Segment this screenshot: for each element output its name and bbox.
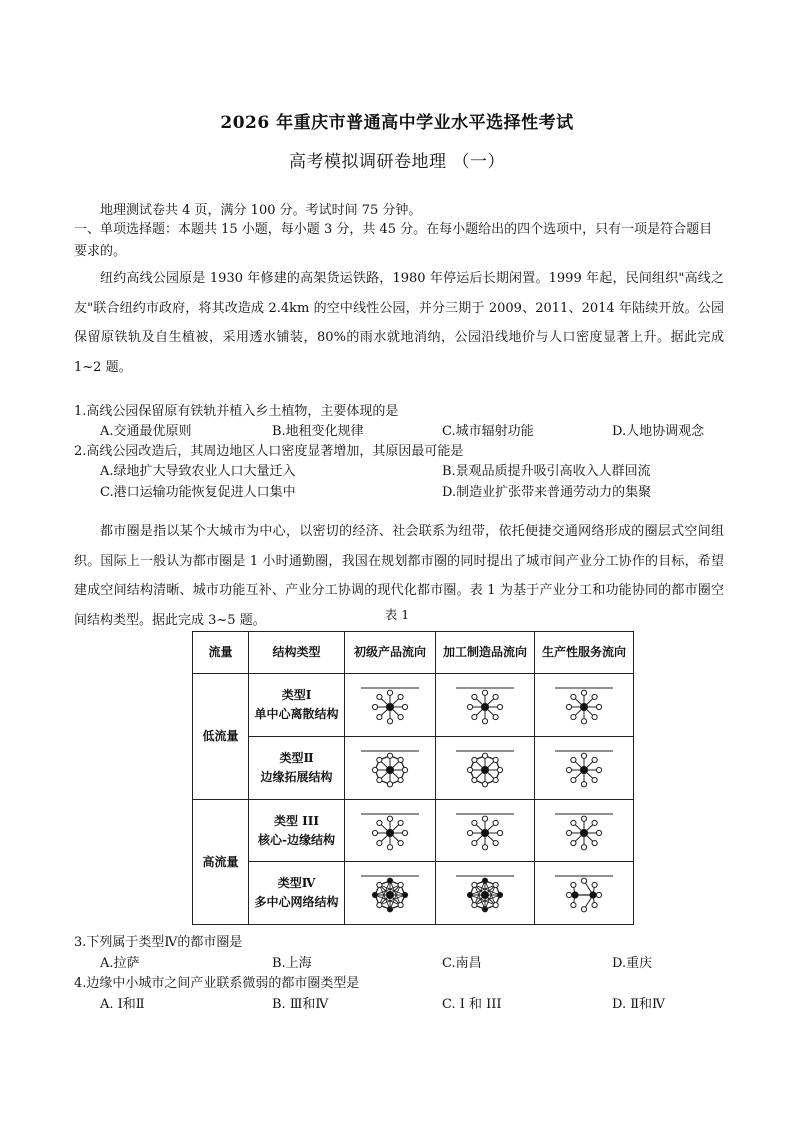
question-3-option-d[interactable]: D.重庆: [612, 956, 653, 971]
question-4-option-b[interactable]: B. Ⅲ和Ⅳ: [272, 997, 329, 1012]
network-diagram-icon: [359, 811, 421, 851]
diagram-cell: [345, 674, 436, 737]
question-3-stem: 3.下列属于类型Ⅳ的都市圈是: [74, 935, 243, 950]
diagram-cell: [436, 862, 535, 925]
network-diagram-icon: [454, 685, 516, 725]
diagram-cell: [345, 800, 436, 862]
passage-metro: 都市圈是指以某个大城市为中心，以密切的经济、社会联系为纽带，依托便捷交通网络形成的圈层式空间组织。国际上一般认为都市圈是 1 小时通勤圈，我国在规划都市圈的同时提出了城市间产业分工协作的目标，希望建成空间结构清晰、城市功能互补、产业分工协调的现代化都市圈。表 1 为基于产业分工和功能协同的都市圈空间结构类型。据此完成 3~5 题。: [74, 524, 724, 628]
table-header: 流量: [193, 632, 249, 674]
table-header: 生产性服务流向: [535, 632, 634, 674]
network-diagram-icon: [553, 748, 615, 788]
structure-type-cell: 类型Ⅱ 边缘拓展结构: [249, 737, 345, 800]
network-diagram-icon: [454, 873, 516, 913]
question-3-option-a[interactable]: A.拉萨: [100, 956, 140, 971]
diagram-cell: [535, 674, 634, 737]
structure-type-cell: 类型Ⅳ 多中心网络结构: [249, 862, 345, 925]
table-header: 结构类型: [249, 632, 345, 674]
question-2-option-b[interactable]: B.景观品质提升吸引高收入人群回流: [442, 464, 651, 479]
table-header: 加工制造品流向: [436, 632, 535, 674]
network-diagram-icon: [359, 748, 421, 788]
diagram-cell: [436, 737, 535, 800]
question-1-option-b[interactable]: B.地租变化规律: [272, 424, 364, 439]
question-2-stem: 2.高线公园改造后，其周边地区人口密度显著增加，其原因最可能是: [74, 444, 464, 459]
network-diagram-icon: [454, 811, 516, 851]
page-title: 2026 年重庆市普通高中学业水平选择性考试: [220, 113, 574, 133]
diagram-cell: [535, 800, 634, 862]
network-diagram-icon: [359, 685, 421, 725]
question-4-option-d[interactable]: D. Ⅱ和Ⅳ: [612, 997, 666, 1012]
intro-text: 地理测试卷共 4 页，满分 100 分。考试时间 75 分钟。: [100, 203, 422, 218]
question-4-option-c[interactable]: C. Ⅰ 和 III: [442, 997, 502, 1012]
network-diagram-icon: [454, 748, 516, 788]
diagram-cell: [345, 737, 436, 800]
question-3-option-b[interactable]: B.上海: [272, 956, 312, 971]
diagram-cell: [535, 862, 634, 925]
structure-type-cell: 类型Ⅰ 单中心离散结构: [249, 674, 345, 737]
structure-type-cell: 类型 III 核心-边缘结构: [249, 800, 345, 862]
flow-group-label: 低流量: [193, 674, 249, 800]
network-diagram-icon: [553, 873, 615, 913]
question-1-option-a[interactable]: A.交通最优原则: [100, 424, 192, 439]
table-caption: 表 1: [384, 607, 410, 622]
network-diagram-icon: [553, 685, 615, 725]
diagram-cell: [535, 737, 634, 800]
flow-group-label: 高流量: [193, 800, 249, 925]
diagram-cell: [436, 674, 535, 737]
question-1-stem: 1.高线公园保留原有铁轨并植入乡土植物，主要体现的是: [74, 404, 399, 419]
question-1-option-c[interactable]: C.城市辐射功能: [442, 424, 534, 439]
question-2-option-d[interactable]: D.制造业扩张带来普通劳动力的集聚: [442, 485, 652, 500]
section-heading: 一、单项选择题：本题共 15 小题，每小题 3 分，共 45 分。在每小题给出的四个选项中，只有一项是符合题目要求的。: [74, 222, 713, 259]
question-3-option-c[interactable]: C.南昌: [442, 956, 482, 971]
network-diagram-icon: [553, 811, 615, 851]
question-2-option-a[interactable]: A.绿地扩大导致农业人口大量迁入: [100, 464, 296, 479]
question-4-stem: 4.边缘中小城市之间产业联系微弱的都市圈类型是: [74, 976, 360, 991]
question-4-option-a[interactable]: A. Ⅰ和Ⅱ: [100, 997, 145, 1012]
structure-type-table: [192, 631, 634, 925]
passage-highline: 纽约高线公园原是 1930 年修建的高架货运铁路，1980 年停运后长期闲置。1999 年起，民间组织"高线之友"联合纽约市政府，将其改造成 2.4km 的空中线性公园，并分三期于 2009、2011、2014 年陆续开放。公园保留原铁轨及自生植被，采用透水铺装，80%的雨水就地消纳，公园沿线地价与人口密度显著上升。据此完成 1~2 题。: [74, 271, 724, 375]
question-2-option-c[interactable]: C.港口运输功能恢复促进人口集中: [100, 485, 296, 500]
table-header: 初级产品流向: [345, 632, 436, 674]
diagram-cell: [345, 862, 436, 925]
network-diagram-icon: [359, 873, 421, 913]
diagram-cell: [436, 800, 535, 862]
page-subtitle: 高考模拟调研卷地理 （一）: [289, 152, 505, 172]
question-1-option-d[interactable]: D.人地协调观念: [612, 424, 705, 439]
